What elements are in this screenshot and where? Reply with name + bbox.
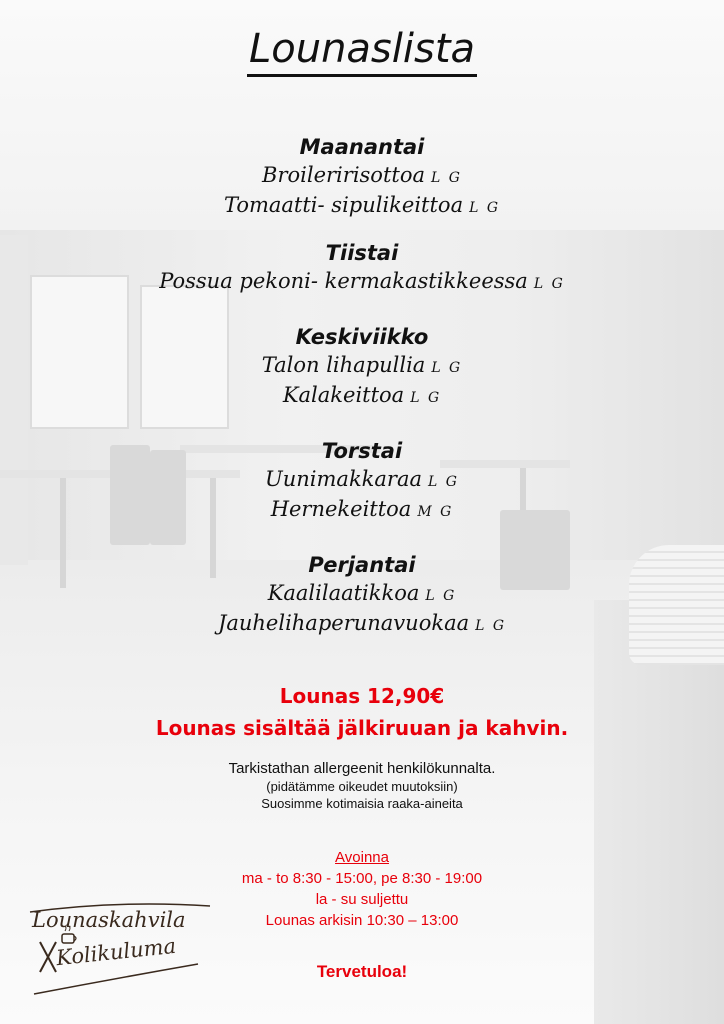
welcome-text: Tervetuloa!	[316, 962, 408, 981]
dish-item: Hernekeittoa M G	[270, 497, 454, 521]
price-info	[0, 680, 724, 744]
day-monday	[0, 132, 724, 222]
hours-lunch: Lounas arkisin 10:30 – 13:00	[265, 912, 459, 929]
notes	[0, 760, 724, 812]
dish-item: Tomaatti- sipulikeittoa L G	[223, 193, 501, 217]
dish-item: Talon lihapullia L G	[261, 353, 463, 377]
hours-weekend: la - su suljettu	[315, 891, 409, 908]
day-thursday	[0, 436, 724, 526]
hours-weekdays: ma - to 8:30 - 15:00, pe 8:30 - 19:00	[241, 870, 483, 887]
day-name: Torstai	[321, 439, 403, 463]
day-name: Maanantai	[299, 135, 425, 159]
allergen-note: Tarkistathan allergeenit henkilökunnalta.	[228, 760, 496, 777]
dish-item: Possua pekoni- kermakastikkeessa L G	[159, 269, 565, 293]
dish-item: Uunimakkaraa L G	[265, 467, 459, 491]
domestic-note: Suosimme kotimaisia raaka-aineita	[261, 796, 463, 811]
price-includes: Lounas sisältää jälkiruuan ja kahvin.	[155, 716, 569, 740]
day-name: Perjantai	[308, 553, 416, 577]
hours-title: Avoinna	[335, 849, 389, 866]
day-name: Tiistai	[325, 241, 399, 265]
cafe-logo	[28, 898, 213, 1008]
day-name: Keskiviikko	[295, 325, 429, 349]
logo-text-line1: Lounaskahvila	[32, 908, 186, 932]
menu-title: Lounaslista	[0, 26, 724, 72]
fork-knife-icon	[40, 942, 56, 972]
dish-item: Kalakeittoa L G	[282, 383, 442, 407]
dish-item: Broileririsottoa L G	[262, 163, 462, 187]
day-wednesday	[0, 322, 724, 412]
dish-item: Kaalilaatikkoa L G	[267, 581, 457, 605]
day-tuesday	[0, 238, 724, 298]
logo-text-line2: Kolikuluma	[55, 933, 178, 971]
day-friday	[0, 550, 724, 640]
dish-item: Jauhelihaperunavuokaa L G	[217, 611, 507, 635]
changes-note: (pidätämme oikeudet muutoksiin)	[266, 779, 458, 794]
price-line: Lounas 12,90€	[279, 684, 445, 708]
